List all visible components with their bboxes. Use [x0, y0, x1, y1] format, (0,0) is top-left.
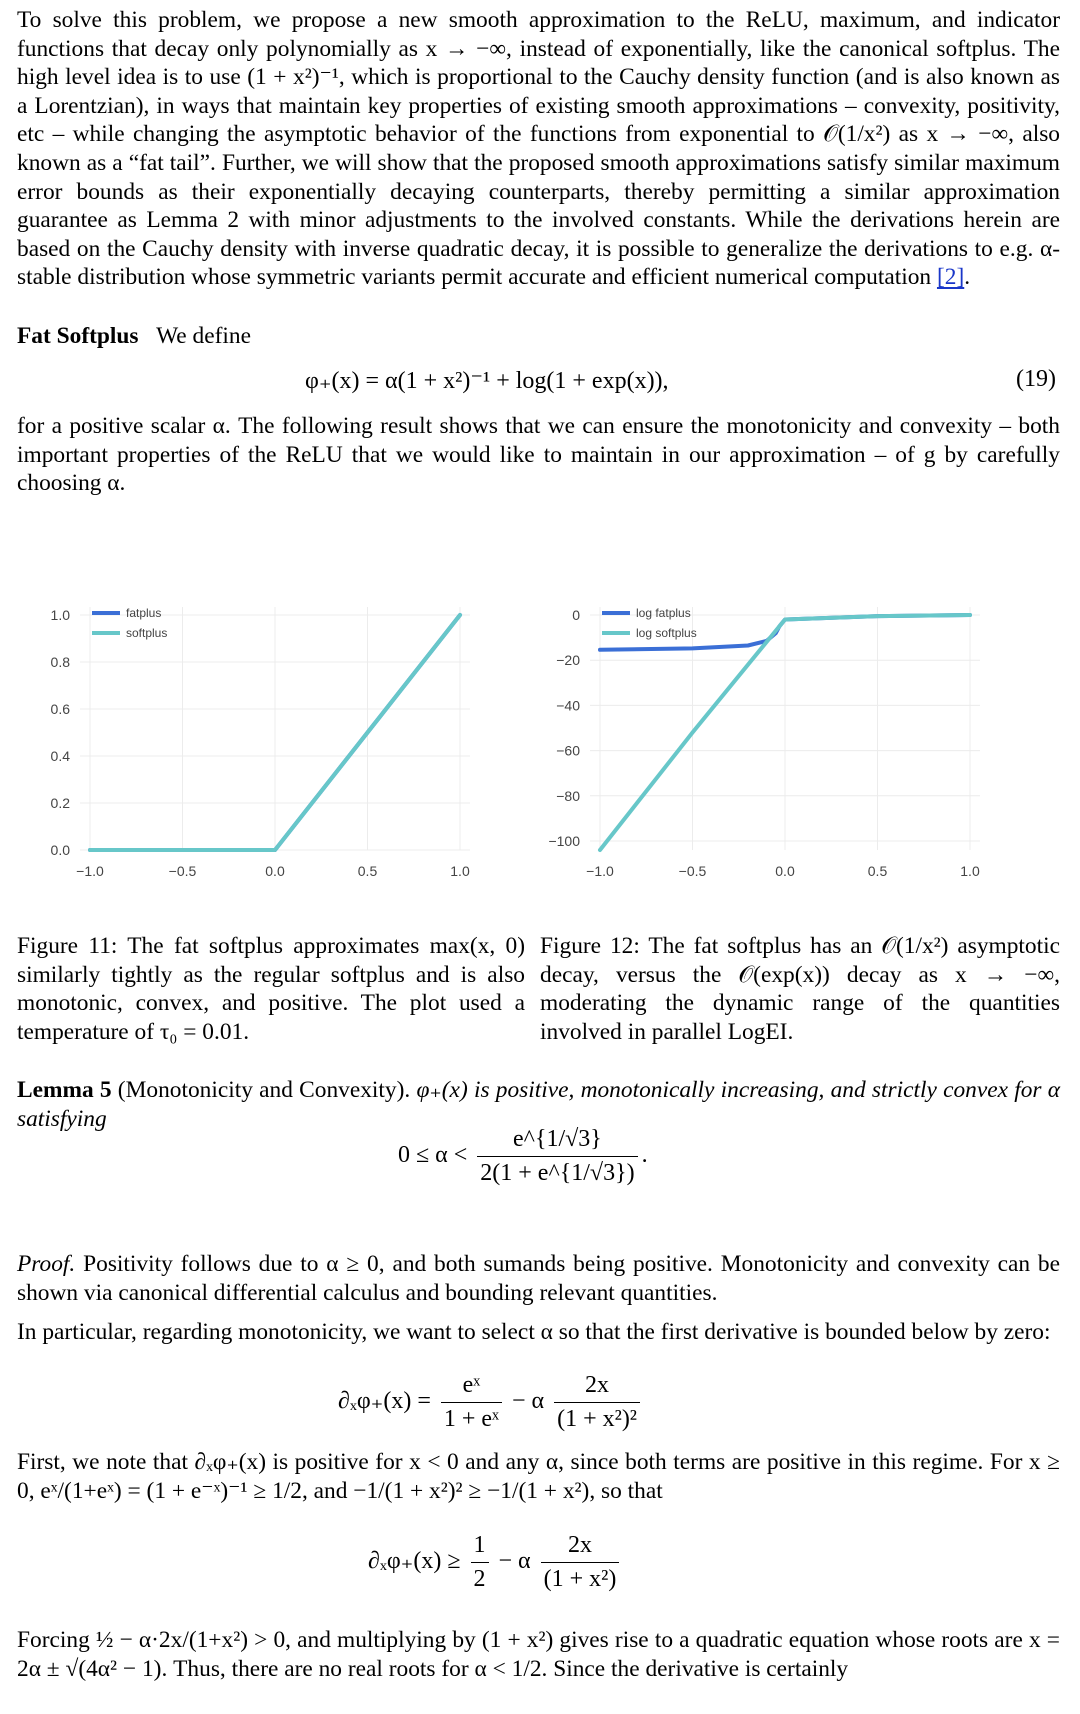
y-tick-label: 1.0 — [50, 607, 70, 623]
y-tick-label: −40 — [556, 697, 580, 714]
proof-text: Positivity follows due to α ≥ 0, and both sumands being positive. Monotonicity and convexity can be shown via canonical differential calculus and bounding relevant quantities. — [17, 1251, 1060, 1306]
bound-fraction-1 — [471, 1532, 489, 1593]
x-tick-label: 0.5 — [357, 863, 378, 879]
section-title: Fat Softplus — [17, 323, 139, 349]
derivative-equation — [338, 1372, 644, 1433]
x-tick-label: −1.0 — [586, 863, 614, 879]
proof-label: Proof. — [17, 1251, 76, 1277]
lemma-eq-period: . — [641, 1142, 648, 1169]
derivative-fraction-1 — [441, 1372, 502, 1433]
paragraph-after-eq19: for a positive scalar α. The following result shows that we can ensure the monotonicity and convexity – both important properties of the ReLU that we would like to maintain in our approximation – of g by carefully choosing α. — [17, 413, 1060, 497]
legend-label: softplus — [126, 626, 168, 640]
figure-11-legend — [92, 606, 167, 640]
x-tick-label: 1.0 — [960, 863, 980, 879]
bound-f2-denominator: (1 + x²) — [541, 1562, 620, 1593]
y-tick-label: −60 — [556, 742, 580, 759]
derivative-f1-numerator: eˣ — [462, 1372, 481, 1398]
monotonicity-paragraph: In particular, regarding monotonicity, we want to select α so that the first derivative is bounded below by zero: — [17, 1319, 1051, 1345]
x-tick-label: −0.5 — [168, 863, 197, 879]
lemma-name: (Monotonicity and Convexity). — [117, 1077, 411, 1103]
lemma-eq-left: 0 ≤ α < — [398, 1142, 468, 1169]
figure-11-grid — [80, 607, 470, 850]
legend-label: log fatplus — [636, 606, 691, 620]
y-tick-label: 0.8 — [50, 654, 70, 670]
bound-equation — [368, 1532, 623, 1593]
section-lead: We define — [156, 323, 251, 349]
citation-link[interactable]: [2] — [936, 264, 965, 291]
forcing-paragraph: Forcing ½ − α·2x/(1+x²) > 0, and multiplying by (1 + x²) gives rise to a quadratic equation whose roots are x = 2α ± √(4α² − 1). Thus, there are no real roots for α < 1/2. Since the derivative is certainly — [17, 1627, 1060, 1682]
lemma-5 — [17, 1076, 1060, 1133]
bound-f1-numerator: 1 — [473, 1532, 486, 1558]
lemma-eq-numerator: e^{1/√3} — [513, 1126, 602, 1152]
lemma-inequality — [398, 1126, 648, 1187]
figure-11-axis-labels — [51, 607, 470, 879]
derivative-left: ∂ₓφ₊(x) = — [338, 1388, 431, 1415]
legend-label: log softplus — [636, 626, 697, 640]
derivative-mid: − α — [511, 1388, 545, 1415]
y-tick-label: 0.0 — [50, 842, 70, 858]
figure-12-legend — [602, 606, 697, 640]
x-tick-label: −1.0 — [76, 863, 104, 879]
y-tick-label: 0.4 — [50, 748, 70, 764]
bound-mid: − α — [498, 1548, 531, 1575]
bound-left: ∂ₓφ₊(x) ≥ — [368, 1548, 461, 1575]
figure-11-caption: Figure 11: The fat softplus approximates max(x, 0) similarly tightly as the regular softplus and is also monotonic, convex, and positive. The plot used a temperature of τ₀ = 0.01. — [17, 933, 525, 1045]
bound-fraction-2 — [541, 1532, 620, 1593]
proof-paragraph — [17, 1250, 1060, 1307]
intro-paragraph — [17, 6, 1060, 292]
lemma-body: φ₊(x) is positive, monotonically increasing, and strictly convex for α satisfying — [17, 1077, 1060, 1132]
lemma-eq-fraction — [477, 1126, 637, 1187]
y-tick-label: 0 — [572, 607, 580, 623]
figure-12-chart — [540, 595, 1010, 895]
lemma-title: Lemma 5 — [17, 1077, 112, 1103]
y-tick-label: 0.6 — [50, 701, 70, 717]
x-tick-label: 0.0 — [775, 863, 795, 879]
lemma-eq-denominator: 2(1 + e^{1/√3}) — [477, 1156, 637, 1187]
first-note-paragraph: First, we note that ∂ₓφ₊(x) is positive for x < 0 and any α, since both terms are positive in this regime. For x ≥ 0, eˣ/(1+eˣ) = (1 + e⁻ˣ)⁻¹ ≥ 1/2, and −1/(1 + x²)² ≥ −1/(1 + x²), so that — [17, 1449, 1060, 1504]
section-heading-line — [17, 322, 1060, 351]
derivative-f1-denominator: 1 + eˣ — [441, 1402, 502, 1433]
y-tick-label: −100 — [548, 832, 580, 849]
x-tick-label: 0.0 — [265, 863, 285, 879]
legend-label: fatplus — [126, 606, 162, 620]
derivative-fraction-2 — [554, 1372, 640, 1433]
x-tick-label: −0.5 — [678, 863, 707, 879]
y-tick-label: 0.2 — [50, 795, 70, 811]
y-tick-label: −20 — [556, 652, 580, 669]
intro-text: To solve this problem, we propose a new smooth approximation to the ReLU, maximum, and indicator functions that decay only polynomially as x → −∞, instead of exponentially, like the canonical softplus. The high level idea is to use (1 + x²)⁻¹, which is proportional to the Cauchy density function (and is also known as a Lorentzian), in ways that maintain key properties of existing smooth approximations – convexity, positivity, etc – while changing the asymptotic behavior of the functions from exponential to 𝒪(1/x²) as x → −∞, also known as a “fat tail”. Further, we will show that the proposed smooth approximations satisfy similar maximum error bounds as their exponentially decaying counterparts, thereby permitting a similar approximation guarantee as Lemma 2 with minor adjustments to the involved constants. While the derivations herein are based on the Cauchy density with inverse quadratic decay, it is possible to generalize the derivations to e.g. α-stable distribution whose symmetric variants permit accurate and efficient numerical computation — [17, 7, 1060, 291]
figure-12-caption: Figure 12: The fat softplus has an 𝒪(1/x²) asymptotic decay, versus the 𝒪(exp(x)) decay as x → −∞, moderating the dynamic range of the quantities involved in parallel LogEI. — [540, 933, 1060, 1045]
x-tick-label: 0.5 — [867, 863, 888, 879]
figure-12-grid — [590, 607, 980, 850]
x-tick-label: 1.0 — [450, 863, 470, 879]
intro-period: . — [964, 264, 971, 291]
y-tick-label: −80 — [556, 787, 580, 804]
equation-19: φ₊(x) = α(1 + x²)⁻¹ + log(1 + exp(x)), — [305, 368, 669, 394]
equation-19-number: (19) — [1016, 366, 1056, 392]
bound-f1-denominator: 2 — [471, 1562, 489, 1593]
derivative-f2-denominator: (1 + x²)² — [554, 1402, 640, 1433]
bound-f2-numerator: 2x — [567, 1532, 592, 1558]
figure-11-chart — [30, 595, 500, 895]
derivative-f2-numerator: 2x — [585, 1372, 610, 1398]
